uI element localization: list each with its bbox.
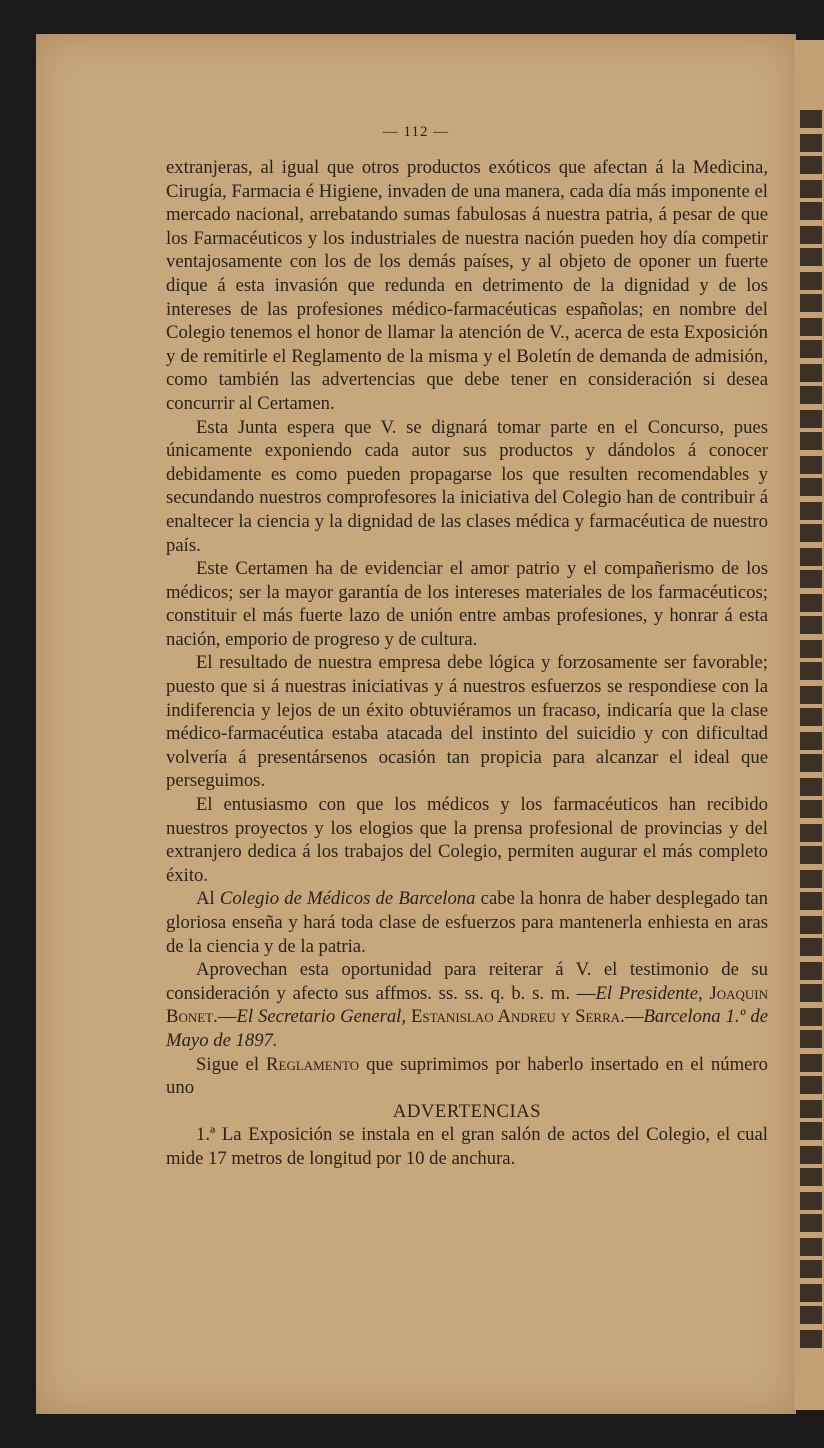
paragraph-1: extranjeras, al igual que otros productos exóticos que afectan á la Medicina, Cirugía, Farmacia é Higiene, invaden de una manera, cada día más imponente el mercado nacional, arrebatando sumas fabulosas á nuestra patria, á pesar de que los Farmacéuticos y los industriales de nuestra nación pueden hoy día competir ventajosamente con los de los demás países, y al objeto de oponer un fuerte dique á esta invasión que redunda en detrimento de la dignidad y de los intereses de las profesiones médico-farmacéuticas españolas; en nombre del Colegio tenemos el honor de llamar la atención de V., acerca de esta Exposición y de remitirle el Reglamento de la misma y el Boletín de demanda de admisión, como también las advertencias que debe tener en consideración si desea concurrir al Certamen. xyxy=(166,157,768,414)
text-run: que suprimimos por haberlo insertado en el número uno xyxy=(166,1053,768,1099)
page-number: — 112 — xyxy=(382,124,450,140)
reglamento-note xyxy=(166,1053,768,1100)
paragraph-2: Esta Junta espera que V. se dignará tomar parte en el Concurso, pues únicamente exponiendo cada autor sus productos y dándolos á conocer debidamente es como pueden propagarse los que resulten recomendables y secundando nuestros comprofesores la iniciativa del Colegio han de contribuir á enaltecer la ciencia y la dignidad de las clases médica y farmacéutica de nuestro país. xyxy=(166,416,768,556)
secretario-label: El Secretario General, xyxy=(236,1006,407,1028)
paragraph-4: El resultado de nuestra empresa debe lógica y forzosamente ser favorable; puesto que si á nuestras iniciativas y á nuestros esfuerzos se respondiese con la indiferencia y lejos de un éxito obtuviéramos un fracaso, indicaría que la clase médico-farmacéutica estaba atacada del instinto del suicidio y con dificultad volvería á presentársenos ocasión tan propicia para alcanzar el ideal que perseguimos. xyxy=(166,652,768,792)
advertencias-heading: ADVERTENCIAS xyxy=(392,1100,542,1122)
paragraph-6 xyxy=(166,887,768,958)
secretario-name: Estanislao Andreu y Serra. xyxy=(411,1006,625,1028)
decorative-border xyxy=(800,110,822,1350)
reglamento-word: Reglamento xyxy=(266,1053,360,1075)
adjacent-page-edge xyxy=(794,40,824,1410)
place-date: Barcelona 1.º de Mayo de 1897. xyxy=(166,1006,768,1051)
presidente-name: Joaquin Bonet. xyxy=(166,982,769,1028)
text-run: Sigue el xyxy=(196,1053,267,1075)
advertencia-1: 1.ª La Exposición se instala en el gran salón de actos del Colegio, el cual mide 17 metros de longitud por 10 de anchura. xyxy=(166,1124,768,1169)
paragraph-3: Este Certamen ha de evidenciar el amor patrio y el compañerismo de los médicos; ser la mayor garantía de los intereses materiales de los farmacéuticos; constituir el más fuerte lazo de unión entre ambas profesiones, y honrar á esta nación, emporio de progreso y de cultura. xyxy=(166,558,768,650)
page-body xyxy=(166,156,768,1171)
text-run: cabe la honra de haber desplegado tan gloriosa enseña y hará toda clase de esfuerzos para mantenerla enhiesta en aras de la ciencia y de la patria. xyxy=(166,888,769,957)
closing-paragraph: Aprovechan esta oportunidad para reiterar á V. el testimonio de su consideración y afecto sus affmos. ss. ss. q. b. s. m. —El Presidente, Joaquin Bonet.—El Secretario General, Estanislao Andreu y Serra.—Barcelona 1.º de Mayo de 1897. xyxy=(166,959,769,1051)
text-run: Al xyxy=(196,888,220,910)
closing-text: Aprovechan esta oportunidad para reiterar á V. el testimonio de su consideración y afecto sus affmos. ss. ss. q. b. s. m. — xyxy=(166,959,768,1004)
paragraph-5: El entusiasmo con que los médicos y los farmacéuticos han recibido nuestros proyectos y los elogios que la prensa profesional de provincias y del extranjero dedica á los trabajos del Colegio, permiten augurar el más completo éxito. xyxy=(166,794,768,886)
presidente-label: El Presidente, xyxy=(595,982,703,1004)
colegio-name: Colegio de Médicos de Barcelona xyxy=(219,888,476,910)
